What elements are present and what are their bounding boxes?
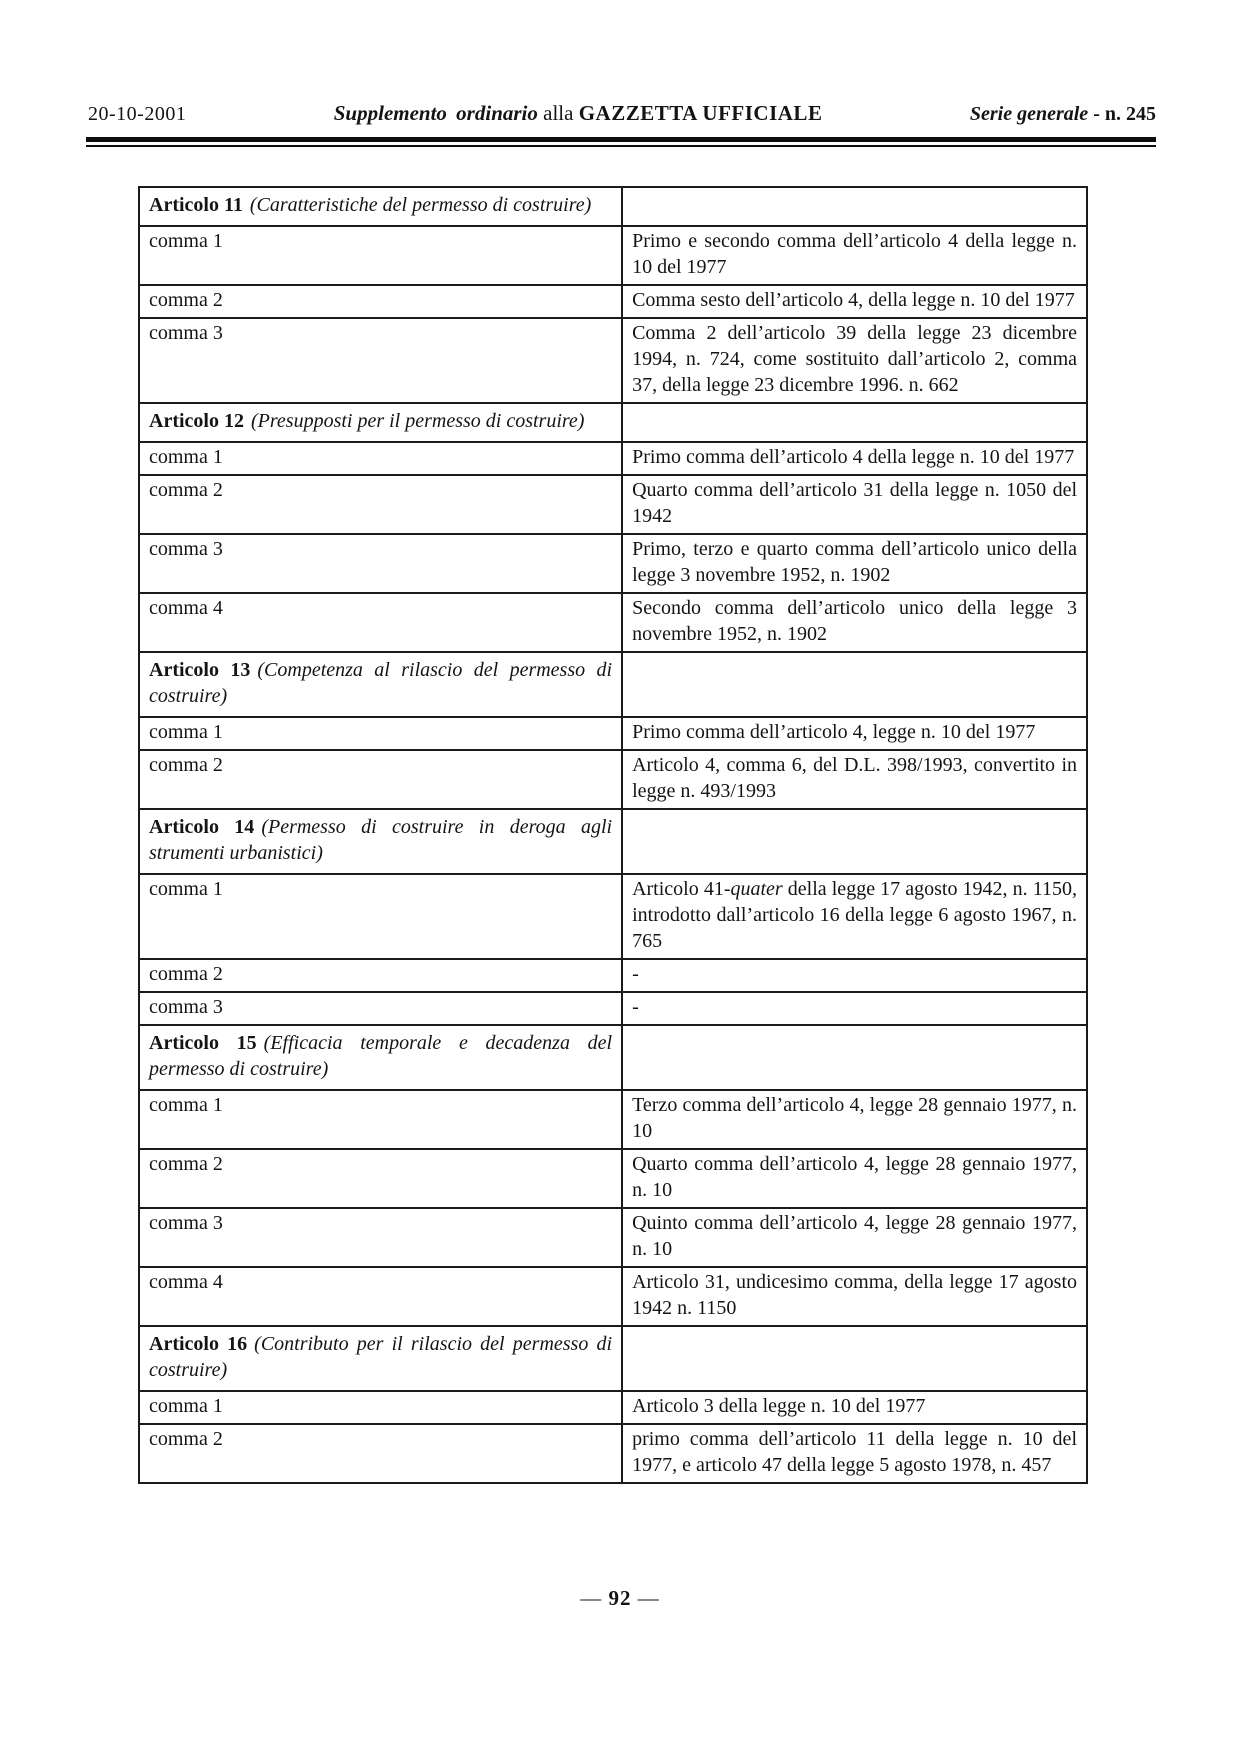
comma-label: comma 1 — [149, 1094, 223, 1116]
reference-text: Quarto comma dell’articolo 4, legge 28 gennaio 1977, n. 10 — [632, 1153, 1077, 1201]
page-footer — [0, 1586, 1240, 1611]
comma-label: comma 3 — [149, 996, 223, 1018]
table-row-comma — [139, 717, 1087, 750]
article-subject: (Contributo per il rilascio del permesso di costruire) — [149, 1333, 613, 1381]
article-subject: (Permesso di costruire in deroga agli strumenti urbanistici) — [149, 816, 613, 864]
page-header — [88, 101, 1156, 126]
reference-cell — [622, 318, 1087, 403]
reference-text: Secondo comma dell’articolo unico della legge 3 novembre 1952, n. 1902 — [632, 597, 1077, 645]
reference-cell — [622, 874, 1087, 959]
reference-text: Articolo 4, comma 6, del D.L. 398/1993, convertito in legge n. 493/1993 — [632, 754, 1077, 802]
reference-cell — [622, 717, 1087, 750]
reference-text: Quinto comma dell’articolo 4, legge 28 gennaio 1977, n. 10 — [632, 1212, 1077, 1260]
comma-label-cell — [139, 959, 622, 992]
reference-cell — [622, 226, 1087, 285]
article-subject: (Competenza al rilascio del permesso di costruire) — [149, 659, 613, 707]
comma-label-cell — [139, 593, 622, 652]
comma-label: comma 4 — [149, 597, 223, 619]
table-row-article-14 — [139, 809, 1087, 874]
comma-label-cell — [139, 1149, 622, 1208]
comma-label-cell — [139, 717, 622, 750]
comma-label-cell — [139, 1424, 622, 1483]
table-row-comma — [139, 1267, 1087, 1326]
article-subject: (Presupposti per il permesso di costruire) — [250, 410, 585, 432]
reference-cell — [622, 593, 1087, 652]
comma-label-cell — [139, 285, 622, 318]
comma-label-cell — [139, 992, 622, 1025]
reference-text: Quarto comma dell’articolo 31 della legge n. 1050 del 1942 — [632, 479, 1077, 527]
reference-text: Articolo 31, undicesimo comma, della legge 17 agosto 1942 n. 1150 — [632, 1271, 1077, 1319]
reference-text: Terzo comma dell’articolo 4, legge 28 gennaio 1977, n. 10 — [632, 1094, 1077, 1142]
comma-label: comma 1 — [149, 721, 223, 743]
table-row-comma — [139, 285, 1087, 318]
table-row-article-15 — [139, 1025, 1087, 1090]
reference-text: Primo comma dell’articolo 4 della legge n. 10 del 1977 — [632, 446, 1075, 468]
reference-cell — [622, 1424, 1087, 1483]
table-row-comma — [139, 1424, 1087, 1483]
comma-label-cell — [139, 318, 622, 403]
reference-cell-empty — [622, 1025, 1087, 1090]
reference-cell — [622, 750, 1087, 809]
comma-label: comma 1 — [149, 878, 223, 900]
table-row-comma — [139, 750, 1087, 809]
article-title-cell — [139, 187, 622, 226]
issue-number: - n. 245 — [1093, 103, 1156, 125]
table-row-comma — [139, 318, 1087, 403]
table-row-comma — [139, 874, 1087, 959]
comma-label: comma 1 — [149, 446, 223, 468]
reference-text: primo comma dell’articolo 11 della legge n. 10 del 1977, e articolo 47 della legge 5 agosto 1978, n. 457 — [632, 1428, 1077, 1476]
table-row-comma — [139, 1149, 1087, 1208]
comma-label-cell — [139, 475, 622, 534]
reference-cell-empty — [622, 403, 1087, 442]
table-row-comma — [139, 226, 1087, 285]
table-row-comma — [139, 1208, 1087, 1267]
article-number: Articolo 16 — [149, 1333, 248, 1355]
article-title-cell — [139, 1326, 622, 1391]
comma-label: comma 2 — [149, 479, 223, 501]
reference-cell — [622, 285, 1087, 318]
reference-cell — [622, 1208, 1087, 1267]
article-number: Articolo 11 — [149, 194, 243, 216]
table-row-comma — [139, 442, 1087, 475]
table-row-comma-dash — [139, 992, 1087, 1025]
series-info — [970, 103, 1156, 126]
article-title-cell — [139, 1025, 622, 1090]
article-number: Articolo 14 — [149, 816, 255, 838]
comma-label-cell — [139, 750, 622, 809]
table-row-comma — [139, 1090, 1087, 1149]
correspondence-table — [138, 186, 1088, 1484]
table-row-article-16 — [139, 1326, 1087, 1391]
reference-cell — [622, 475, 1087, 534]
supplement-label: Supplemento ordinario — [333, 101, 538, 125]
publication-title — [334, 101, 823, 126]
header-rule-thin-line — [86, 145, 1156, 147]
footer-dash-left: — — [580, 1586, 603, 1610]
comma-label-cell — [139, 534, 622, 593]
reference-cell-empty — [622, 187, 1087, 226]
article-number: Articolo 13 — [149, 659, 251, 681]
reference-cell — [622, 1149, 1087, 1208]
article-title-cell — [139, 403, 622, 442]
reference-cell-empty — [622, 652, 1087, 717]
table-row-comma — [139, 593, 1087, 652]
reference-cell — [622, 1267, 1087, 1326]
comma-label: comma 1 — [149, 230, 223, 252]
reference-cell-dash — [622, 992, 1087, 1025]
comma-label: comma 2 — [149, 754, 223, 776]
page-number: 92 — [608, 1586, 632, 1610]
comma-label: comma 3 — [149, 538, 223, 560]
comma-label-cell — [139, 442, 622, 475]
comma-label-cell — [139, 1267, 622, 1326]
comma-label: comma 4 — [149, 1271, 223, 1293]
comma-label-cell — [139, 1090, 622, 1149]
comma-label: comma 2 — [149, 1153, 223, 1175]
reference-cell-empty — [622, 809, 1087, 874]
reference-text: Comma 2 dell’articolo 39 della legge 23 dicembre 1994, n. 724, come sostituito dall’articolo 2, comma 37, della legge 23 dicembre 1996. n. 662 — [632, 322, 1077, 396]
table-row-article-13 — [139, 652, 1087, 717]
article-title-cell — [139, 809, 622, 874]
table-row-comma-dash — [139, 959, 1087, 992]
gazzetta-ufficiale-title: GAZZETTA UFFICIALE — [578, 101, 823, 125]
connector-label: alla — [543, 101, 574, 125]
reference-text-italic: quater — [730, 878, 783, 900]
comma-label-cell — [139, 1391, 622, 1424]
article-subject: (Efficacia temporale e decadenza del permesso di costruire) — [149, 1032, 613, 1080]
dash-placeholder: - — [632, 996, 639, 1018]
table-row-comma — [139, 534, 1087, 593]
reference-text-pre: Articolo 41- — [632, 878, 731, 900]
comma-label: comma 2 — [149, 1428, 223, 1450]
reference-text: Articolo 3 della legge n. 10 del 1977 — [632, 1395, 926, 1417]
reference-cell — [622, 1391, 1087, 1424]
table-row-comma — [139, 475, 1087, 534]
issue-date: 20-10-2001 — [88, 103, 187, 125]
comma-label-cell — [139, 226, 622, 285]
table-row-comma — [139, 1391, 1087, 1424]
reference-text: Comma sesto dell’articolo 4, della legge n. 10 del 1977 — [632, 289, 1075, 311]
reference-cell-dash — [622, 959, 1087, 992]
dash-placeholder: - — [632, 963, 639, 985]
comma-label-cell — [139, 874, 622, 959]
comma-label: comma 3 — [149, 322, 223, 344]
table-row-article-11 — [139, 187, 1087, 226]
footer-dash-right: — — [637, 1586, 660, 1610]
comma-label-cell — [139, 1208, 622, 1267]
comma-label: comma 3 — [149, 1212, 223, 1234]
article-subject: (Caratteristiche del permesso di costruire) — [249, 194, 592, 216]
reference-text-post: della legge 17 agosto 1942, n. 1150, introdotto dall’articolo 16 della legge 6 agosto 1967, n. 765 — [632, 878, 1077, 952]
reference-cell — [622, 1090, 1087, 1149]
table-row-article-12 — [139, 403, 1087, 442]
series-label: Serie generale — [969, 103, 1089, 125]
header-double-rule — [86, 137, 1156, 147]
reference-cell — [622, 442, 1087, 475]
article-number: Articolo 12 — [149, 410, 244, 432]
reference-text: Primo comma dell’articolo 4, legge n. 10 del 1977 — [632, 721, 1036, 743]
comma-label: comma 2 — [149, 289, 223, 311]
article-title-cell — [139, 652, 622, 717]
comma-label: comma 2 — [149, 963, 223, 985]
article-number: Articolo 15 — [149, 1032, 257, 1054]
reference-cell-empty — [622, 1326, 1087, 1391]
reference-text: Primo, terzo e quarto comma dell’articolo unico della legge 3 novembre 1952, n. 1902 — [632, 538, 1077, 586]
reference-cell — [622, 534, 1087, 593]
reference-text: Primo e secondo comma dell’articolo 4 della legge n. 10 del 1977 — [632, 230, 1077, 278]
comma-label: comma 1 — [149, 1395, 223, 1417]
correspondence-table-container — [138, 186, 1088, 1484]
